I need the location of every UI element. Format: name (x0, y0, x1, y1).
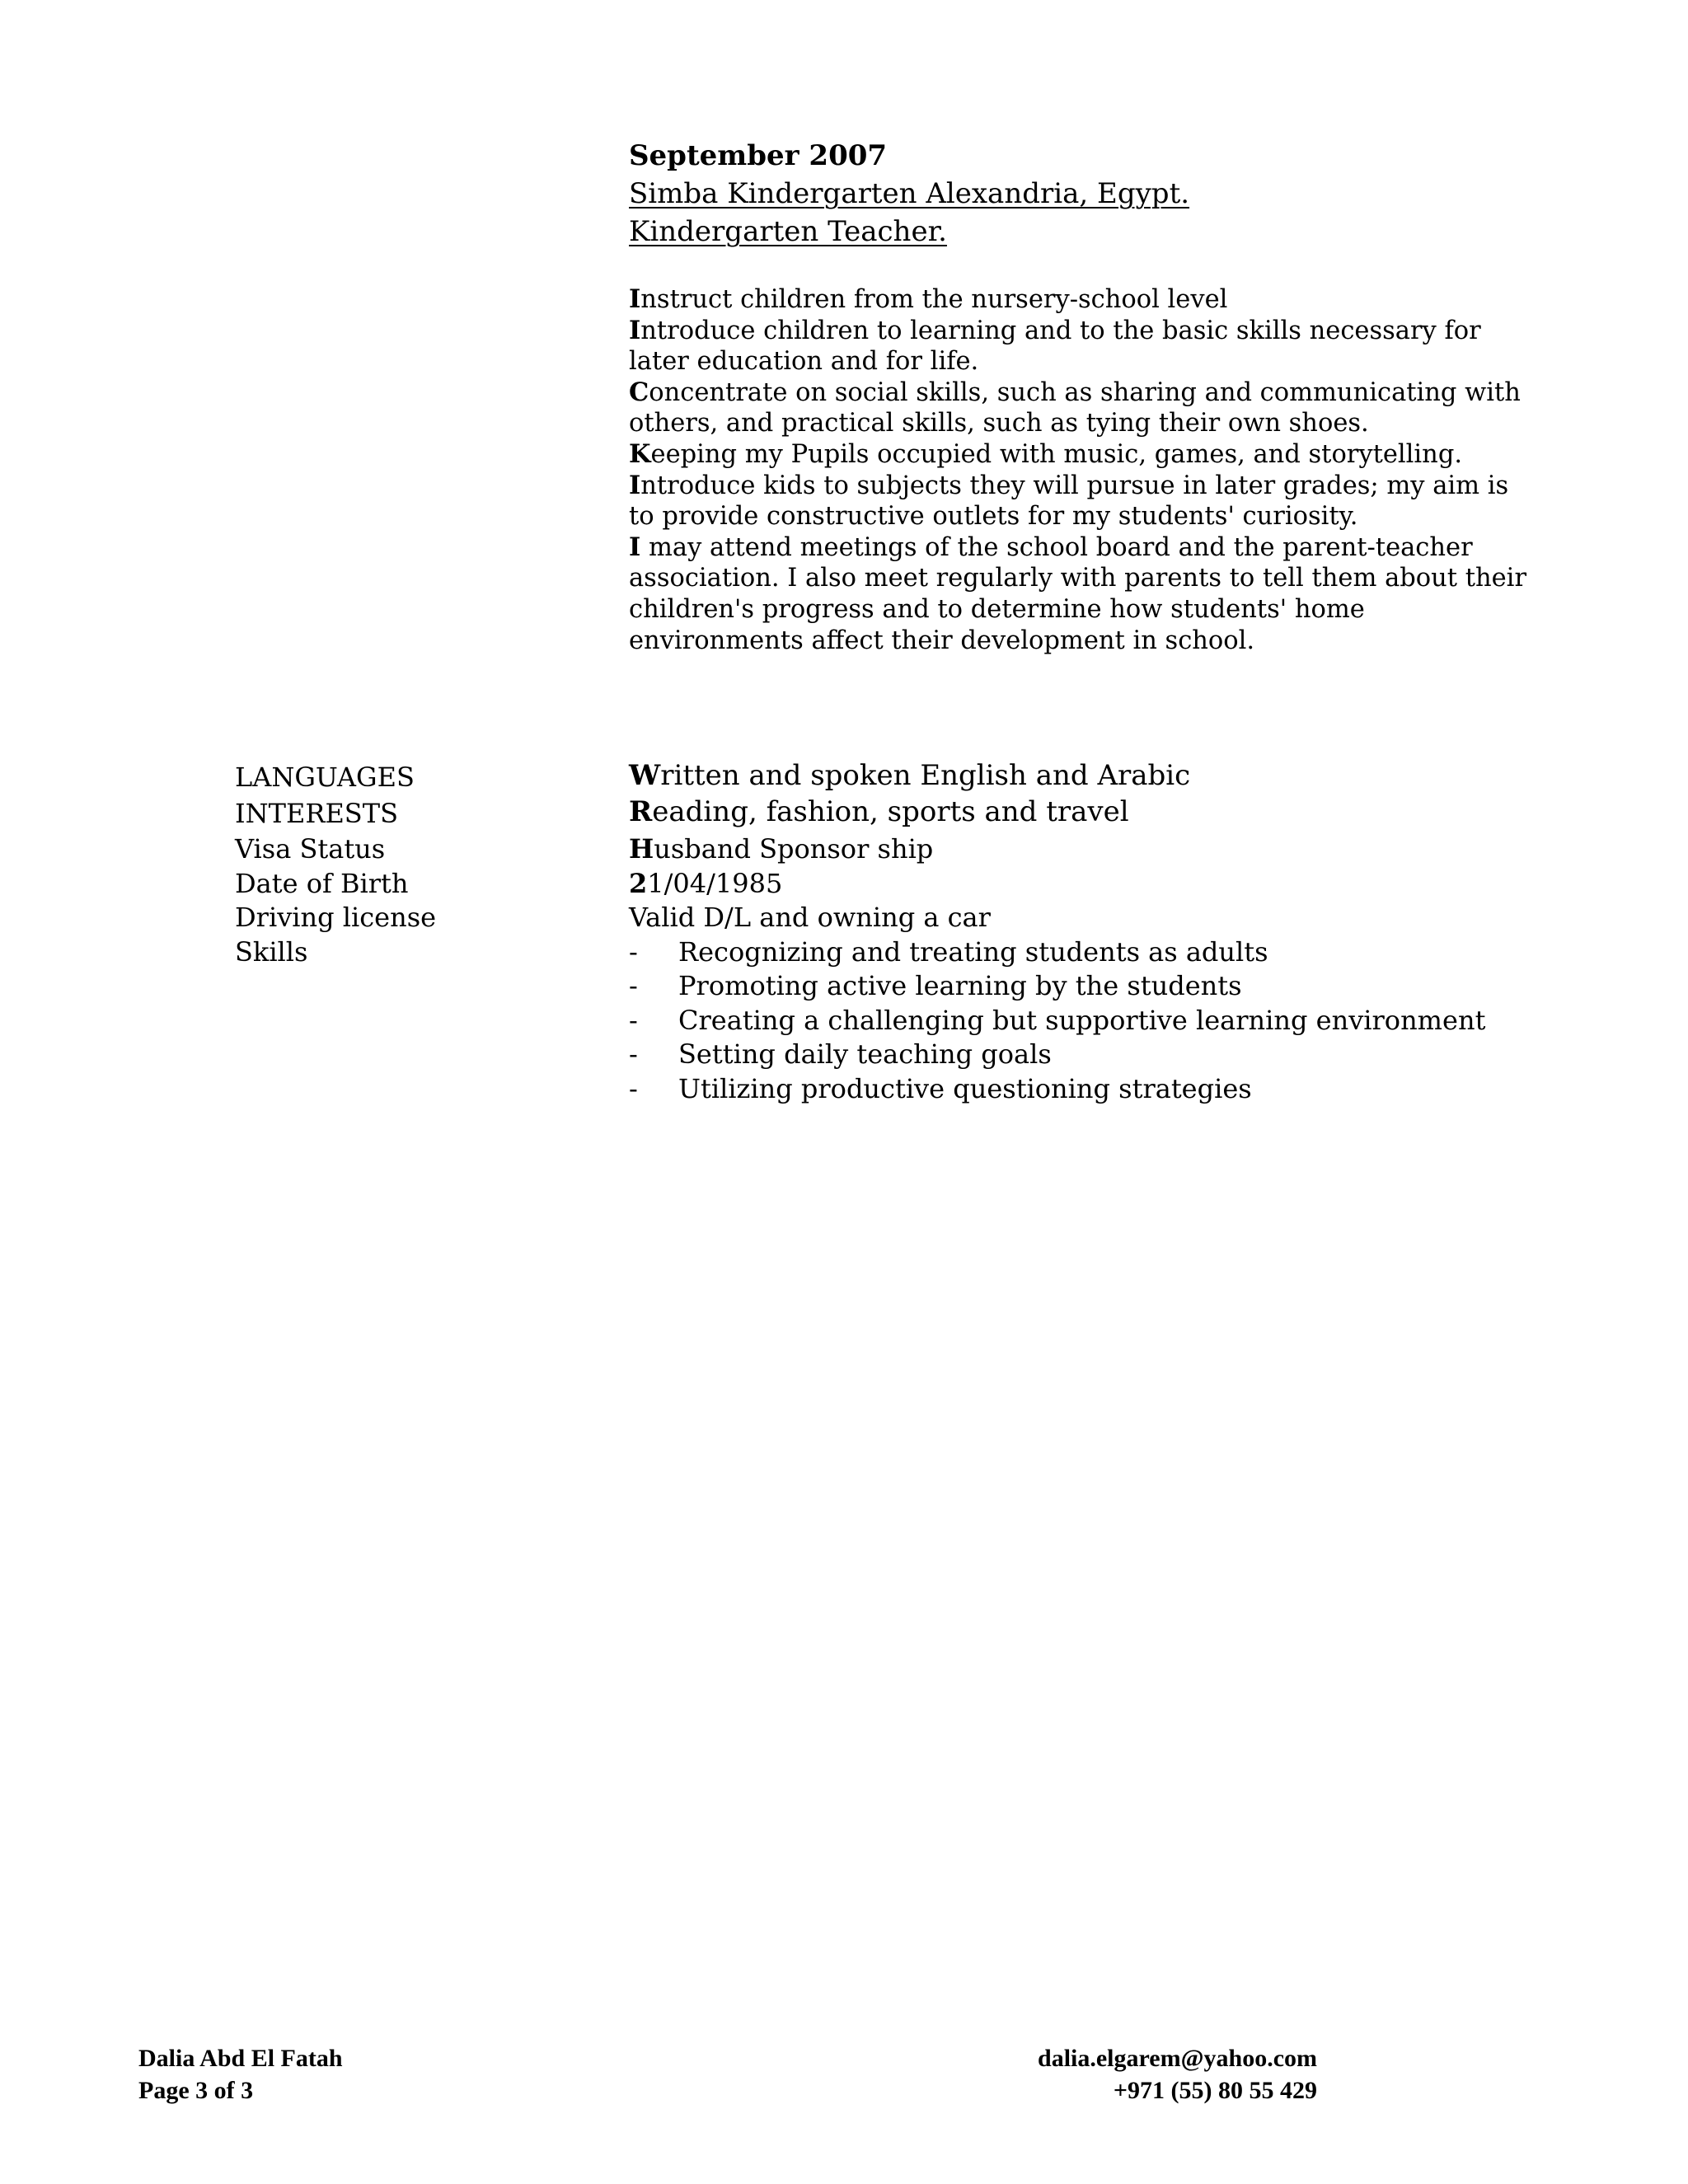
skill-item: Promoting active learning by the students (678, 970, 1242, 1001)
skills-label: Skills (235, 936, 308, 968)
footer-page-number: Page 3 of 3 (138, 2077, 254, 2104)
footer-phone: +971 (55) 80 55 429 (1113, 2077, 1317, 2104)
duty-item: Instruct children from the nursery-school level (629, 284, 1228, 314)
languages-label: LANGUAGES (235, 762, 415, 793)
dob-value: 21/04/1985 (629, 868, 783, 899)
job-title: Kindergarten Teacher. (629, 215, 947, 248)
visa-value: Husband Sponsor ship (629, 833, 934, 865)
job-entry (629, 137, 1536, 251)
bullet-dash: - (629, 1038, 638, 1070)
duty-item: I may attend meetings of the school board and the parent-teacher association. I also meet regularly with parents to tell them about their children's progress and to determine how students' home environments affect their development in school. (629, 532, 1527, 655)
footer-name: Dalia Abd El Fatah (138, 2045, 343, 2072)
bullet-dash: - (629, 1005, 638, 1036)
job-duties (629, 284, 1536, 656)
job-date: September 2007 (629, 139, 888, 172)
bullet-dash: - (629, 970, 638, 1001)
visa-label: Visa Status (235, 833, 386, 865)
duty-item: Introduce kids to subjects they will pursue in later grades; my aim is to provide constructive outlets for my students' curiosity. (629, 470, 1509, 532)
skill-item: Utilizing productive questioning strategies (678, 1073, 1252, 1104)
duty-item: Keeping my Pupils occupied with music, games, and storytelling. (629, 438, 1463, 469)
languages-value: Written and spoken English and Arabic (629, 759, 1191, 792)
interests-value: Reading, fashion, sports and travel (629, 795, 1129, 828)
skill-item: Setting daily teaching goals (678, 1038, 1052, 1070)
footer-email: dalia.elgarem@yahoo.com (1038, 2045, 1317, 2072)
duty-item: Concentrate on social skills, such as sharing and communicating with others, and practical skills, such as tying their own shoes. (629, 377, 1521, 438)
bullet-dash: - (629, 936, 638, 968)
job-employer: Simba Kindergarten Alexandria, Egypt. (629, 177, 1190, 210)
dob-label: Date of Birth (235, 868, 409, 899)
skill-item: Recognizing and treating students as adults (678, 936, 1268, 968)
bullet-dash: - (629, 1073, 638, 1104)
interests-label: INTERESTS (235, 798, 398, 829)
skill-item: Creating a challenging but supportive learning environment (678, 1005, 1486, 1036)
duty-item: Introduce children to learning and to the basic skills necessary for later education and for life. (629, 315, 1481, 377)
driving-label: Driving license (235, 902, 437, 933)
driving-value: Valid D/L and owning a car (629, 902, 991, 933)
